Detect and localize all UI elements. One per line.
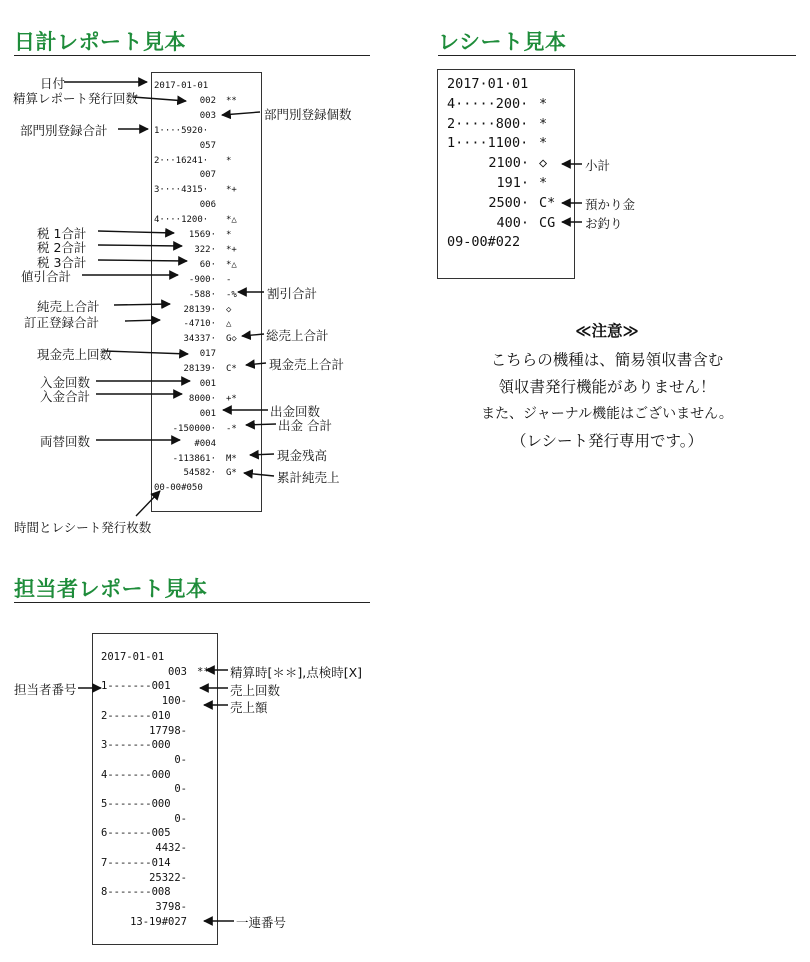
receipt-value: 00-00#050: [154, 483, 203, 494]
receipt-value: 3-------000: [101, 739, 171, 752]
receipt-value: #004: [194, 438, 216, 449]
receipt-value: 2017-01-01: [101, 651, 165, 663]
receipt-value: 001: [199, 408, 216, 419]
label-cash-balance: 現金残高: [277, 448, 328, 463]
arrow-cash-sales-total: [246, 363, 266, 365]
receipt-value: 5-------000: [101, 798, 171, 810]
receipt-value: 2100·: [488, 155, 529, 172]
receipt-mark: *: [226, 230, 232, 240]
label-settlement-report-count: 精算レポート発行回数: [13, 91, 139, 106]
receipt-value: 28139·: [183, 364, 216, 375]
arrow-tax1: [98, 231, 174, 233]
label-date: 日付: [40, 76, 66, 91]
receipt-value: 400·: [496, 214, 529, 231]
receipt-value: -113861·: [172, 453, 216, 464]
receipt-value: 25322-: [149, 871, 187, 884]
label-correction-total: 訂正登録合計: [24, 315, 100, 330]
receipt-mark: *△: [226, 259, 237, 270]
arrow-tax2: [98, 245, 182, 246]
notice-line-1: こちらの機種は、簡易領収書含む: [490, 351, 724, 369]
receipt-value: 8000·: [188, 393, 216, 404]
label-sales-amount: 売上額: [230, 700, 268, 715]
receipt-value: 8-------008: [101, 886, 171, 899]
receipt-value: 4·····200·: [447, 95, 529, 112]
label-tendered: 預かり金: [585, 197, 636, 212]
receipt-mark: *: [539, 95, 548, 112]
receipt-value: 4····1200·: [154, 215, 209, 226]
arrow-cash-sales-count: [104, 351, 188, 354]
receipt-value: 322·: [194, 244, 216, 255]
receipt-value: 003: [199, 110, 216, 121]
label-change: お釣り: [585, 216, 623, 231]
label-net-sales-total: 純売上合計: [37, 299, 100, 314]
receipt-mark: M*: [226, 453, 237, 464]
label-deposit-count: 入金回数: [40, 375, 91, 390]
label-tax2-total: 税 2合計: [37, 240, 87, 255]
receipt-mark: C*: [539, 194, 556, 211]
label-cash-sales-count: 現金売上回数: [37, 347, 113, 362]
receipt-value: 2···16241·: [154, 155, 209, 166]
receipt-value: 13-19#027: [130, 915, 187, 928]
receipt-mark: *: [539, 135, 548, 152]
receipt-value: -900·: [188, 274, 216, 285]
label-gross-sales-total: 総売上合計: [266, 328, 329, 343]
label-dept-total: 部門別登録合計: [20, 123, 108, 138]
receipt-value: 2017·01·01: [447, 76, 529, 92]
receipt-mark: *: [226, 155, 232, 166]
label-subtotal: 小計: [585, 158, 611, 173]
notice-line-2: 領収書発行機能がありません！: [498, 378, 716, 396]
receipt-value: 017: [199, 349, 216, 360]
receipt-value: 28139·: [183, 304, 216, 315]
notice-line-4: （レシート発行専用です。）: [510, 432, 704, 450]
receipt-value: 4-------000: [101, 768, 171, 781]
receipt-value: 1-------001: [101, 680, 171, 693]
arrow-withdraw-total: [246, 424, 276, 425]
arrow-time-receipt: [136, 491, 160, 516]
arrow-settle-count: [133, 97, 186, 101]
receipt-mark: *△: [226, 215, 237, 226]
label-clerk-number: 担当者番号: [14, 682, 77, 697]
clerk-report-title: 担当者レポート見本: [14, 577, 208, 601]
receipt-value: 003: [168, 665, 187, 678]
label-exchange-count: 両替回数: [40, 434, 91, 449]
notice-line-3: また、ジャーナル機能はございません。: [481, 406, 733, 422]
receipt-mark: *: [539, 175, 548, 191]
receipt-mark: *+: [226, 244, 237, 255]
receipt-value: 7-------014: [101, 856, 171, 869]
receipt-value: 001: [199, 379, 216, 389]
receipt-value: 057: [199, 140, 216, 151]
label-tax3-total: 税 3合計: [37, 255, 87, 270]
receipt-value: 17798-: [149, 724, 187, 737]
arrow-net-sales: [114, 304, 170, 305]
receipt-value: 100-: [161, 695, 187, 708]
label-serial-number: 一連番号: [236, 915, 287, 930]
receipt-value: -588·: [188, 289, 216, 300]
receipt-value: 6-------005: [101, 827, 171, 840]
receipt-mark: -*: [226, 423, 237, 434]
receipt-sample-title: レシート見本: [438, 30, 567, 54]
receipt-value: 34337·: [183, 334, 216, 345]
receipt-value: 007: [199, 170, 216, 181]
receipt-mark: CG: [539, 214, 556, 231]
receipt-mark: +*: [226, 393, 237, 404]
label-discount-percent-total: 割引合計: [267, 286, 318, 301]
receipt-value: 1····5920·: [154, 125, 209, 136]
label-tax1-total: 税 1合計: [37, 226, 87, 241]
label-withdraw-count: 出金回数: [270, 404, 321, 419]
label-sales-count: 売上回数: [230, 683, 281, 698]
arrow-gross-sales: [242, 334, 264, 336]
receipt-mark: -%: [226, 289, 237, 300]
receipt-mark: G◇: [226, 334, 237, 345]
receipt-value: 0-: [174, 753, 187, 766]
receipt-mark: **: [197, 665, 210, 678]
label-withdraw-total: 出金 合計: [278, 418, 332, 433]
receipt-value: 0-: [174, 812, 187, 825]
arrow-dept-count: [222, 112, 260, 115]
receipt-value: 2-------010: [101, 709, 171, 722]
receipt-value: 54582·: [183, 468, 216, 479]
receipt-mark: C*: [226, 364, 237, 375]
receipt-value: 191·: [496, 175, 529, 191]
receipt-value: 2500·: [488, 194, 529, 211]
receipt-mark: **: [226, 95, 237, 106]
label-deposit-total: 入金合計: [40, 389, 91, 404]
label-discount-total: 値引合計: [21, 269, 72, 284]
label-time-receipt-count: 時間とレシート発行枚数: [14, 520, 152, 535]
receipt-mark: △: [226, 319, 232, 330]
notice-heading: ≪注意≫: [575, 322, 639, 340]
receipt-mark: *: [539, 115, 548, 132]
label-cumulative-net-sales: 累計純売上: [277, 470, 340, 485]
receipt-value: 60·: [199, 259, 216, 270]
receipt-mark: -: [226, 274, 232, 285]
receipt-value: -4710·: [183, 319, 216, 330]
receipt-mark: ◇: [226, 304, 232, 315]
daily-report-title: 日計レポート見本: [14, 30, 186, 54]
receipt-value: 1····1100·: [447, 135, 529, 152]
receipt-value: 006: [199, 200, 216, 211]
arrow-cumulative: [244, 473, 274, 476]
label-dept-count: 部門別登録個数: [264, 107, 352, 122]
receipt-value: 2·····800·: [447, 115, 529, 132]
arrow-tax3: [98, 260, 187, 261]
receipt-value: 4432-: [155, 842, 187, 855]
receipt-mark: ◇: [539, 155, 548, 172]
receipt-value: 09-00#022: [447, 234, 521, 251]
arrow-correction: [125, 320, 160, 321]
receipt-mark: G*: [226, 468, 237, 479]
receipt-value: 1569·: [188, 230, 216, 240]
receipt-value: -150000·: [172, 423, 216, 434]
label-cash-sales-total: 現金売上合計: [269, 357, 345, 372]
receipt-mark: *+: [226, 185, 237, 196]
label-settle-check-mark: 精算時[＊＊],点検時[X]: [230, 665, 363, 680]
receipt-value: 2017-01-01: [154, 81, 209, 91]
receipt-value: 002: [199, 95, 216, 106]
receipt-value: 0-: [174, 783, 187, 796]
receipt-value: 3····4315·: [154, 185, 209, 196]
receipt-value: 3798-: [155, 900, 187, 913]
arrow-cash-balance: [250, 454, 274, 455]
